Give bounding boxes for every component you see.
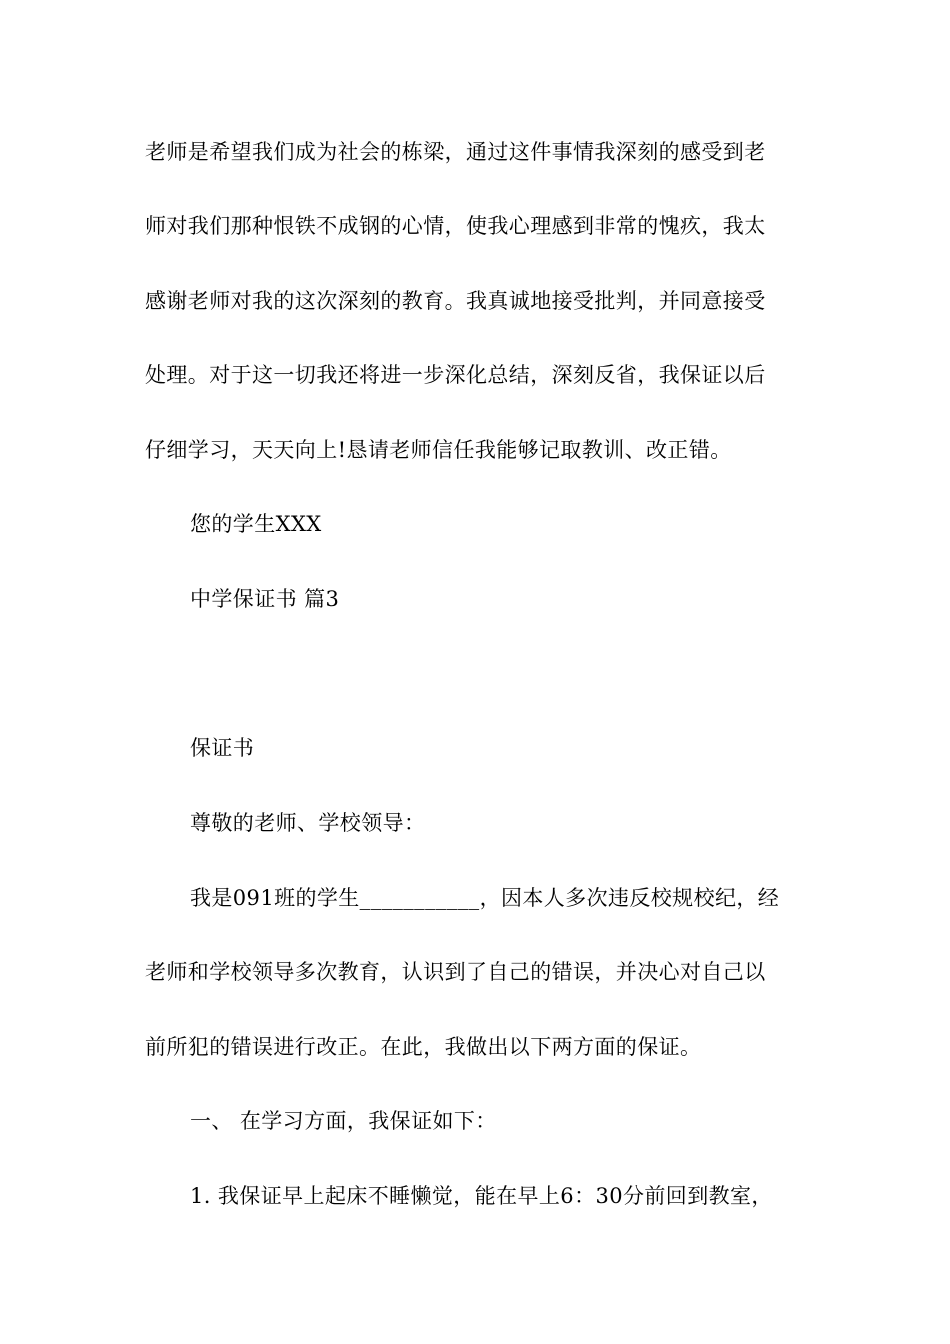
paragraph-line: 我是091班的学生___________，因本人多次违反校规校纪，经 [190,886,780,910]
paragraph-line: 老师是希望我们成为社会的栋梁，通过这件事情我深刻的感受到老 [145,140,766,164]
list-item: 1. 我保证早上起床不睡懒觉，能在早上6：30分前回到教室， [190,1184,773,1208]
paragraph-line: 老师和学校领导多次教育，认识到了自己的错误，并决心对自己以 [145,960,766,984]
paragraph-line: 仔细学习，天天向上!恳请老师信任我能够记取教训、改正错。 [145,438,732,462]
paragraph-line: 师对我们那种恨铁不成钢的心情，使我心理感到非常的愧疚，我太 [145,214,766,238]
letter-title: 保证书 [190,736,255,760]
paragraph-line: 前所犯的错误进行改正。在此，我做出以下两方面的保证。 [145,1035,702,1059]
signature-line: 您的学生XXX [190,512,322,536]
salutation: 尊敬的老师、学校领导： [190,811,426,835]
paragraph-line: 感谢老师对我的这次深刻的教育。我真诚地接受批判，并同意接受 [145,289,766,313]
list-heading: 一、 在学习方面，我保证如下： [190,1109,497,1133]
section-heading: 中学保证书 篇3 [190,587,340,611]
paragraph-line: 处理。对于这一切我还将进一步深化总结，深刻反省，我保证以后 [145,363,766,387]
